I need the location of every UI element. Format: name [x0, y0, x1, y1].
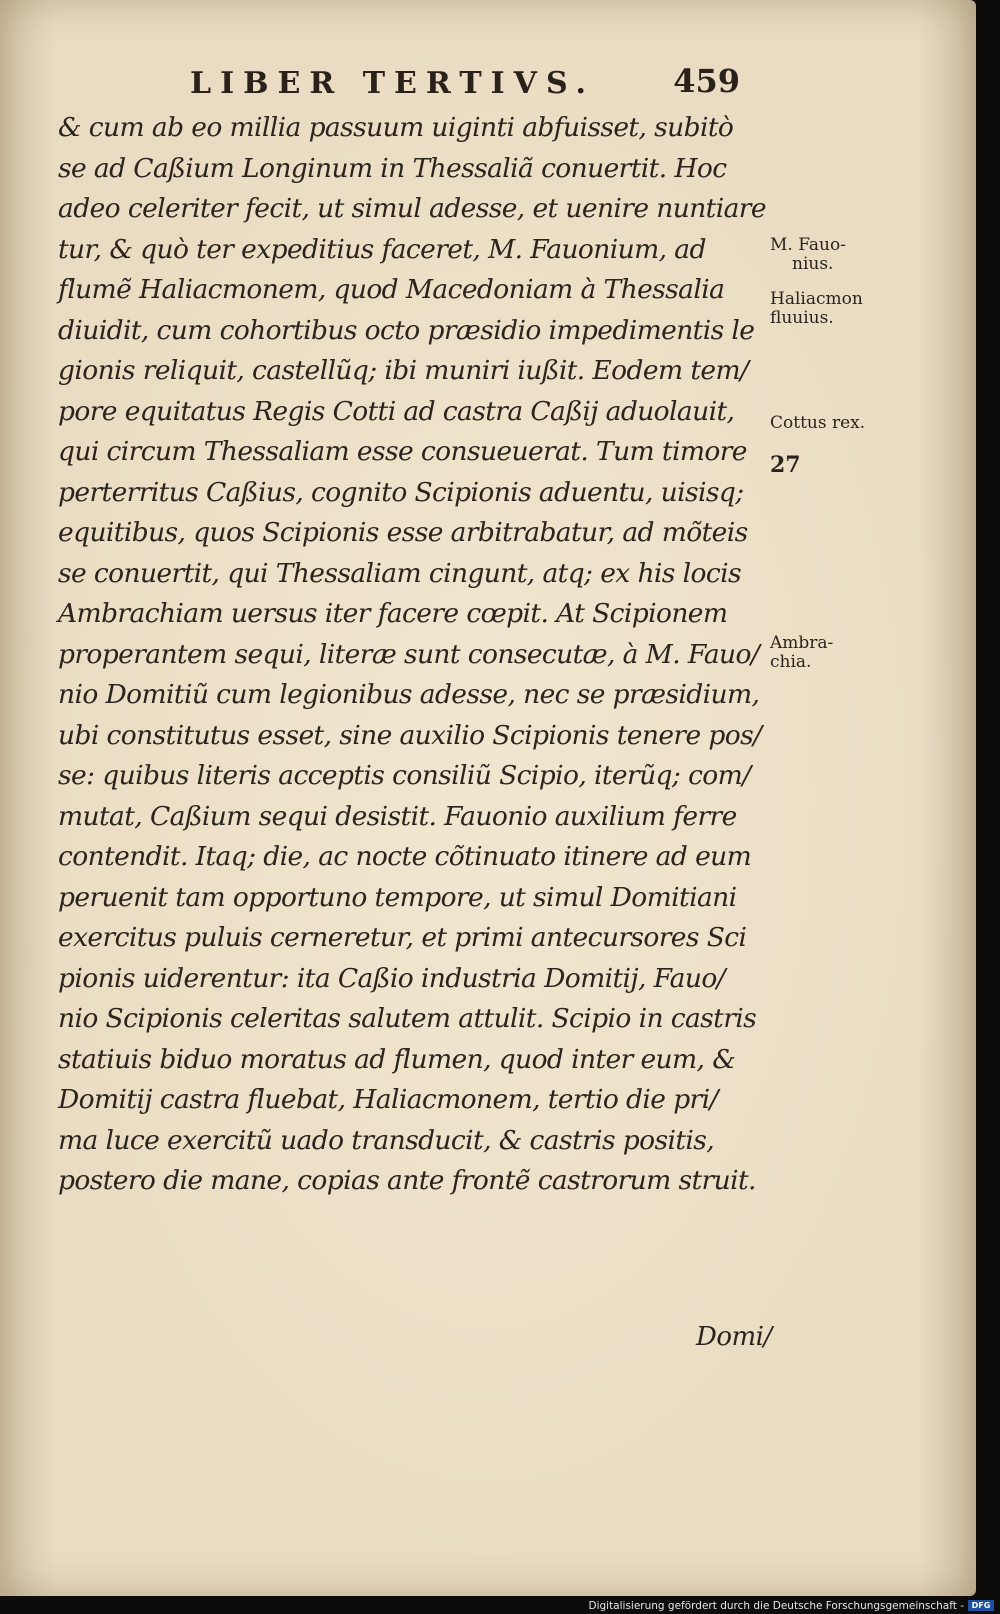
funding-notice: Digitalisierung gefördert durch die Deutsche Forschungsgemeinschaft - — [588, 1600, 964, 1612]
margin-note-line: M. Fauo- — [770, 235, 846, 255]
page-number: 459 — [673, 62, 740, 100]
text-line: diuidit, cum cohortibus octo præsidio impedimentis le — [58, 314, 755, 346]
text-line: exercitus puluis cerneretur, et primi antecursores Sci — [58, 922, 747, 953]
text-line: & cum ab eo millia passuum uiginti abfuisset, subitò — [58, 112, 734, 143]
margin-note-line: fluuius. — [770, 308, 834, 328]
text-line: peruenit tam opportuno tempore, ut simul Domitiani — [58, 881, 737, 913]
footer-bar — [0, 1596, 1000, 1614]
margin-note-line: 27 — [770, 452, 801, 478]
text-line: se conuertit, qui Thessaliam cingunt, atq; ex his locis — [58, 557, 741, 589]
margin-note-line: Ambra- — [770, 633, 834, 653]
text-line: gionis reliquit, castellũq; ibi muniri iußit. Eodem tem/ — [58, 355, 749, 386]
text-line: adeo celeriter fecit, ut simul adesse, et uenire nuntiare — [58, 193, 766, 224]
text-line: ma luce exercitũ uado transducit, & castris positis, — [58, 1124, 715, 1156]
margin-note-fauonius — [770, 236, 890, 274]
text-line: Domitij castra fluebat, Haliacmonem, tertio die pri/ — [58, 1084, 718, 1115]
catchword: Domi/ — [696, 1322, 772, 1352]
page-header — [180, 62, 740, 106]
margin-note-ambrachia — [770, 634, 890, 672]
text-line: flumẽ Haliacmonem, quod Macedoniam à Thessalia — [58, 274, 725, 305]
text-line: pionis uiderentur: ita Caßio industria Domitij, Fauo/ — [58, 962, 725, 994]
text-line: Ambrachiam uersus iter facere cœpit. At Scipionem — [58, 598, 728, 629]
running-title: LIBER TERTIVS. — [190, 66, 595, 101]
margin-note-cottus — [770, 414, 890, 433]
text-line: perterritus Caßius, cognito Scipionis aduentu, uisisq; — [58, 476, 744, 508]
text-line: postero die mane, copias ante frontẽ castrorum struit. — [58, 1165, 756, 1196]
main-text-block — [58, 108, 778, 1202]
text-line: qui circum Thessaliam esse consueuerat. Tum timore — [58, 436, 747, 467]
text-line: se ad Caßium Longinum in Thessaliã conuertit. Hoc — [58, 152, 727, 184]
text-line: equitibus, quos Scipionis esse arbitrabatur, ad mõteis — [58, 517, 748, 548]
text-line: mutat, Caßium sequi desistit. Fauonio auxilium ferre — [58, 800, 737, 832]
text-line: properantem sequi, literæ sunt consecutæ, à M. Fauo/ — [58, 638, 760, 670]
margin-note-haliacmon — [770, 290, 890, 328]
text-line: nio Scipionis celeritas salutem attulit. Scipio in castris — [58, 1003, 757, 1034]
margin-note-line: chia. — [770, 652, 812, 672]
margin-note-number — [770, 452, 890, 478]
text-line: statiuis biduo moratus ad flumen, quod inter eum, & — [58, 1043, 736, 1075]
text-line: contendit. Itaq; die, ac nocte cõtinuato itinere ad eum — [58, 841, 752, 872]
text-line: se: quibus literis acceptis consiliũ Scipio, iterũq; com/ — [58, 760, 751, 791]
text-line: nio Domitiũ cum legionibus adesse, nec se præsidium, — [58, 679, 760, 710]
dfg-logo: DFG — [968, 1600, 994, 1611]
margin-note-line: Cottus rex. — [770, 413, 866, 433]
text-line: ubi constitutus esset, sine auxilio Scipionis tenere pos/ — [58, 719, 762, 751]
text-line: tur, & quò ter expeditius faceret, M. Fauonium, ad — [58, 233, 706, 265]
margin-note-line: Haliacmon — [770, 289, 863, 309]
text-line: pore equitatus Regis Cotti ad castra Caßij aduolauit, — [58, 395, 735, 427]
margin-note-line: nius. — [792, 254, 834, 274]
